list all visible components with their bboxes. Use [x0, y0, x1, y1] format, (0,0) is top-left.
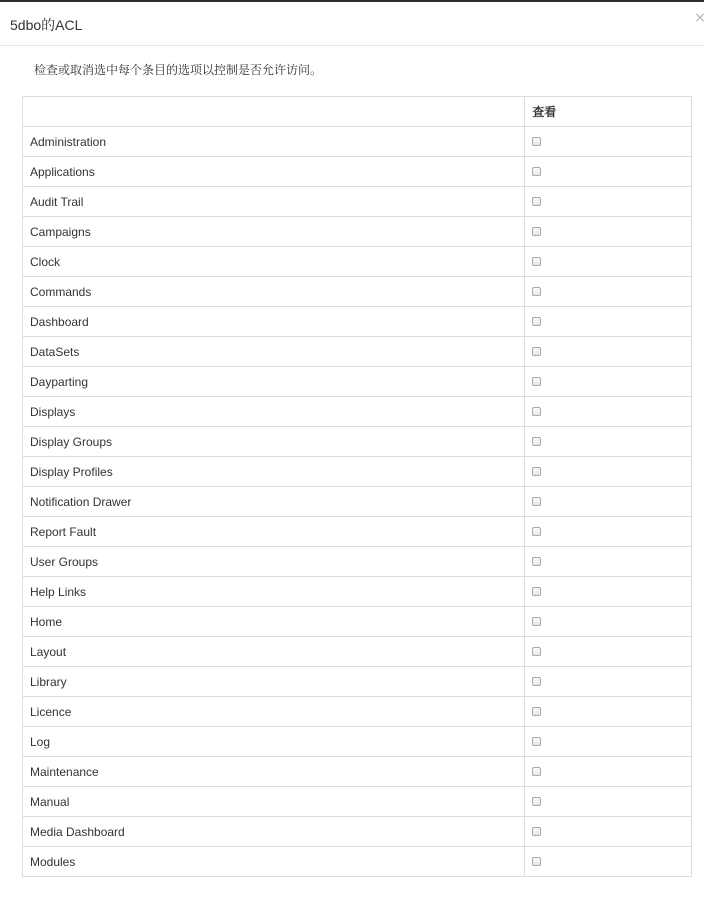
view-checkbox[interactable] — [532, 137, 541, 146]
view-cell — [525, 277, 692, 307]
view-checkbox[interactable] — [532, 467, 541, 476]
view-checkbox[interactable] — [532, 317, 541, 326]
view-cell — [525, 547, 692, 577]
view-checkbox[interactable] — [532, 737, 541, 746]
table-row — [23, 517, 692, 547]
permission-name: Layout — [23, 637, 525, 667]
view-checkbox[interactable] — [532, 377, 541, 386]
column-header-view: 查看 — [525, 97, 692, 127]
permission-name: Administration — [23, 127, 525, 157]
permission-name: User Groups — [23, 547, 525, 577]
view-cell — [525, 607, 692, 637]
table-row — [23, 367, 692, 397]
view-cell — [525, 847, 692, 877]
view-checkbox[interactable] — [532, 347, 541, 356]
view-checkbox[interactable] — [532, 587, 541, 596]
view-cell — [525, 787, 692, 817]
view-checkbox[interactable] — [532, 257, 541, 266]
permission-name: Licence — [23, 697, 525, 727]
table-row — [23, 787, 692, 817]
view-cell — [525, 457, 692, 487]
permission-name: Commands — [23, 277, 525, 307]
view-cell — [525, 217, 692, 247]
view-checkbox[interactable] — [532, 167, 541, 176]
view-checkbox[interactable] — [532, 827, 541, 836]
table-row — [23, 247, 692, 277]
table-row — [23, 547, 692, 577]
table-row — [23, 277, 692, 307]
permission-name: Log — [23, 727, 525, 757]
view-cell — [525, 667, 692, 697]
table-row — [23, 337, 692, 367]
view-checkbox[interactable] — [532, 557, 541, 566]
view-cell — [525, 757, 692, 787]
permission-name: Dayparting — [23, 367, 525, 397]
view-cell — [525, 487, 692, 517]
permission-name: Display Groups — [23, 427, 525, 457]
view-checkbox[interactable] — [532, 407, 541, 416]
close-icon[interactable]: × — [694, 10, 706, 26]
view-checkbox[interactable] — [532, 677, 541, 686]
table-row — [23, 727, 692, 757]
view-checkbox[interactable] — [532, 767, 541, 776]
permission-name: Help Links — [23, 577, 525, 607]
table-row — [23, 577, 692, 607]
permission-name: Home — [23, 607, 525, 637]
permission-name: Maintenance — [23, 757, 525, 787]
view-cell — [525, 817, 692, 847]
permission-name: Notification Drawer — [23, 487, 525, 517]
table-row — [23, 457, 692, 487]
table-row — [23, 607, 692, 637]
permission-name: Clock — [23, 247, 525, 277]
acl-table — [22, 96, 692, 877]
permission-name: Display Profiles — [23, 457, 525, 487]
view-checkbox[interactable] — [532, 227, 541, 236]
table-row — [23, 157, 692, 187]
view-checkbox[interactable] — [532, 197, 541, 206]
view-cell — [525, 727, 692, 757]
view-cell — [525, 637, 692, 667]
view-cell — [525, 157, 692, 187]
view-checkbox[interactable] — [532, 437, 541, 446]
permission-name: Applications — [23, 157, 525, 187]
table-row — [23, 307, 692, 337]
permission-name: DataSets — [23, 337, 525, 367]
table-row — [23, 217, 692, 247]
permission-name: Media Dashboard — [23, 817, 525, 847]
table-row — [23, 637, 692, 667]
permission-name: Modules — [23, 847, 525, 877]
view-checkbox[interactable] — [532, 497, 541, 506]
dialog-title: 5dbo的ACL — [10, 17, 83, 33]
table-row — [23, 817, 692, 847]
help-text: 检查或取消选中每个条目的选项以控制是否允许访问。 — [34, 63, 323, 77]
permission-name: Library — [23, 667, 525, 697]
view-cell — [525, 697, 692, 727]
permission-name: Dashboard — [23, 307, 525, 337]
permission-name: Displays — [23, 397, 525, 427]
view-checkbox[interactable] — [532, 527, 541, 536]
column-header-name — [23, 97, 525, 127]
permission-name: Audit Trail — [23, 187, 525, 217]
permission-name: Manual — [23, 787, 525, 817]
view-cell — [525, 397, 692, 427]
table-row — [23, 127, 692, 157]
table-row — [23, 847, 692, 877]
view-checkbox[interactable] — [532, 797, 541, 806]
permission-name: Report Fault — [23, 517, 525, 547]
view-cell — [525, 367, 692, 397]
acl-table-body — [23, 127, 692, 877]
dialog-header — [0, 2, 704, 46]
table-row — [23, 697, 692, 727]
view-cell — [525, 307, 692, 337]
view-checkbox[interactable] — [532, 647, 541, 656]
table-row — [23, 757, 692, 787]
view-cell — [525, 577, 692, 607]
view-cell — [525, 187, 692, 217]
view-checkbox[interactable] — [532, 707, 541, 716]
view-cell — [525, 517, 692, 547]
table-row — [23, 427, 692, 457]
table-header-row — [23, 97, 692, 127]
view-cell — [525, 247, 692, 277]
view-checkbox[interactable] — [532, 617, 541, 626]
view-checkbox[interactable] — [532, 287, 541, 296]
table-row — [23, 397, 692, 427]
view-cell — [525, 337, 692, 367]
permission-name: Campaigns — [23, 217, 525, 247]
view-cell — [525, 427, 692, 457]
view-cell — [525, 127, 692, 157]
acl-dialog — [0, 2, 704, 909]
table-row — [23, 667, 692, 697]
table-row — [23, 487, 692, 517]
table-row — [23, 187, 692, 217]
view-checkbox[interactable] — [532, 857, 541, 866]
